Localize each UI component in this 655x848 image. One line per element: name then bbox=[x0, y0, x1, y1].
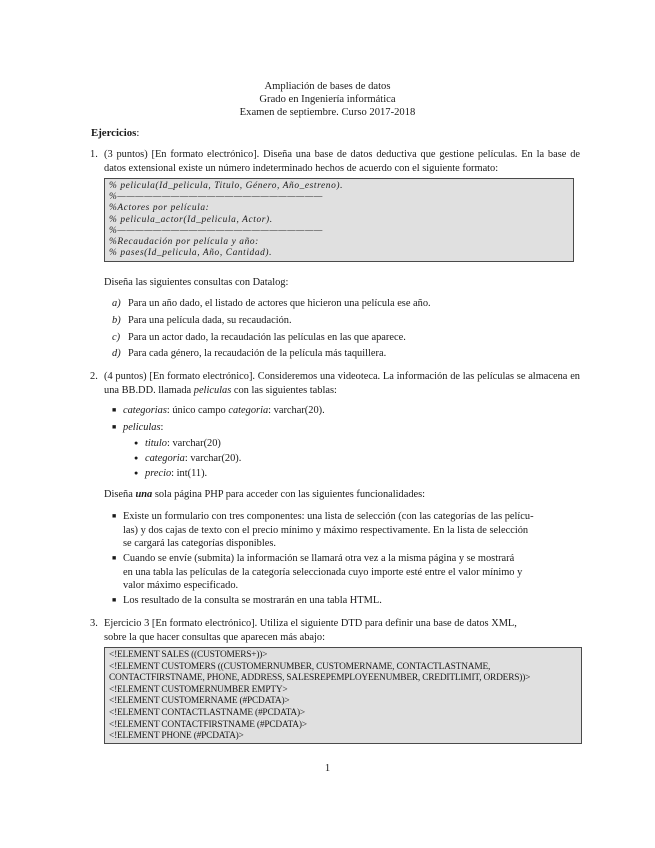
req-line: las) y dos cajas de texto con el precio mínimo y máximo respectivamente. En la lista de selección bbox=[123, 524, 529, 536]
table-categorias bbox=[112, 404, 325, 418]
code-line: %——————————————————————— bbox=[109, 192, 323, 203]
field-type: : varchar(20) bbox=[166, 438, 221, 449]
item-text: Para cada género, la recaudación de la película más taquillera. bbox=[128, 348, 387, 359]
code-line: <!ELEMENT CONTACTFIRSTNAME (#PCDATA)> bbox=[109, 719, 307, 730]
item-label: b) bbox=[112, 315, 121, 326]
code-line: <!ELEMENT CUSTOMERNAME (#PCDATA)> bbox=[109, 696, 290, 707]
field-titulo bbox=[134, 437, 221, 451]
table-colon: : bbox=[160, 422, 164, 433]
exercise-2-text-b: con las siguientes tablas: bbox=[231, 384, 337, 396]
exercise-1-text: (3 puntos) [En formato electrónico]. Diseña una base de datos deductiva que gestione películas. En la base de datos extensional existe un número indeterminado hechos de acuerdo con el siguiente formato: bbox=[104, 149, 580, 174]
req-line: Cuando se envíe (submita) la información se llamará otra vez a la misma página y se mostrará bbox=[123, 553, 515, 564]
exercise-1 bbox=[90, 148, 580, 175]
field-name: categoria bbox=[145, 453, 185, 464]
bullet-icon: ■ bbox=[112, 512, 117, 520]
bullet-icon: ● bbox=[134, 439, 139, 447]
table-name: peliculas bbox=[123, 422, 161, 433]
table-name: categorias bbox=[123, 405, 167, 416]
bullet-icon: ● bbox=[134, 454, 139, 462]
field-type: : int(11). bbox=[171, 468, 208, 479]
exercise-3-line: sobre la que hacer consultas que aparecen más abajo: bbox=[104, 631, 325, 643]
document-header bbox=[0, 80, 655, 119]
code-line: <!ELEMENT SALES ((CUSTOMERS+))> bbox=[109, 650, 268, 660]
database-name: peliculas bbox=[193, 384, 232, 396]
item-text: Para una película dada, su recaudación. bbox=[128, 315, 292, 326]
code-line: %Recaudación por película y año: bbox=[109, 237, 259, 248]
table-peliculas bbox=[112, 421, 163, 435]
field-name: titulo bbox=[145, 438, 167, 449]
code-line: % pelicula_actor(Id_pelicula, Actor). bbox=[109, 214, 273, 225]
php-intro-b: sola página PHP para acceder con las siguientes funcionalidades: bbox=[152, 489, 426, 500]
section-title: Ejercicios bbox=[91, 127, 137, 139]
bullet-icon: ■ bbox=[112, 554, 117, 562]
exercise-3-number: 3. bbox=[90, 618, 98, 629]
exercise-3 bbox=[90, 617, 580, 644]
field-precio bbox=[134, 467, 207, 481]
exercise-2-number: 2. bbox=[90, 371, 98, 382]
exercise-3-text bbox=[104, 617, 580, 644]
item-label: c) bbox=[112, 332, 121, 343]
course-title: Ampliación de bases de datos bbox=[264, 81, 391, 92]
code-line: <!ELEMENT CUSTOMERNUMBER EMPTY> bbox=[109, 684, 288, 695]
bullet-icon: ● bbox=[134, 469, 139, 477]
bullet-icon: ■ bbox=[112, 423, 117, 431]
req-line: en una tabla las películas de la categoría seleccionada cuyo importe esté entre el valor mínimo y bbox=[123, 566, 523, 578]
exercise-1-number: 1. bbox=[90, 149, 98, 160]
bullet-icon: ■ bbox=[112, 596, 117, 604]
field-type: : varchar(20). bbox=[184, 453, 242, 464]
bullet-icon: ■ bbox=[112, 406, 117, 414]
requirement-3 bbox=[112, 594, 382, 608]
code-line: % pelicula(Id_pelicula, Titulo, Género, Año_estreno). bbox=[109, 181, 344, 191]
req-line: Existe un formulario con tres componentes: una lista de selección (con las categorías de las pelícu- bbox=[123, 511, 534, 522]
code-line: %Actores por película: bbox=[109, 203, 210, 214]
exercise-2 bbox=[90, 370, 580, 397]
php-intro-a: Diseña bbox=[104, 489, 136, 500]
req-line: valor máximo especificado. bbox=[123, 580, 239, 591]
datalog-intro: Diseña las siguientes consultas con Datalog: bbox=[104, 277, 289, 288]
section-heading bbox=[91, 127, 139, 139]
item-text: Para un actor dado, la recaudación las películas en las que aparece. bbox=[128, 332, 406, 343]
code-line: <!ELEMENT CONTACTLASTNAME (#PCDATA)> bbox=[109, 707, 305, 718]
query-item-b bbox=[112, 314, 292, 327]
code-line: % pases(Id_pelicula, Año, Cantidad). bbox=[109, 248, 273, 259]
php-intro-emphasis: una bbox=[135, 489, 153, 500]
requirement-1 bbox=[112, 510, 582, 551]
exam-title: Examen de septiembre. Curso 2017-2018 bbox=[239, 107, 416, 118]
code-line: <!ELEMENT PHONE (#PCDATA)> bbox=[109, 731, 244, 742]
php-intro bbox=[104, 488, 580, 502]
code-line: %——————————————————————— bbox=[109, 225, 323, 236]
field-type: : varchar(20). bbox=[268, 405, 325, 416]
exercise-2-text-a: (4 puntos) [En formato electrónico]. Consideremos una videoteca. La información de las películas se almacena en una BB.DD. llamada bbox=[104, 371, 580, 396]
req-line: Los resultado de la consulta se mostrarán en una tabla HTML. bbox=[123, 595, 382, 606]
exercise-3-line: Ejercicio 3 [En formato electrónico]. Utiliza el siguiente DTD para definir una base de datos XML, bbox=[104, 618, 517, 629]
req-line: se cargará las categorías disponibles. bbox=[123, 538, 277, 549]
query-item-d bbox=[112, 347, 386, 360]
section-colon: : bbox=[136, 127, 140, 139]
code-line: <!ELEMENT CUSTOMERS ((CUSTOMERNUMBER, CUSTOMERNAME, CONTACTLASTNAME, bbox=[109, 661, 491, 672]
code-line: CONTACTFIRSTNAME, PHONE, ADDRESS, SALESREPEMPLOYEENUMBER, CREDITLIMIT, ORDERS))> bbox=[109, 673, 531, 684]
exercise-2-text bbox=[104, 370, 580, 397]
requirement-2 bbox=[112, 552, 582, 593]
query-item-c bbox=[112, 331, 406, 344]
item-label: a) bbox=[112, 298, 121, 309]
field-name: categoria bbox=[228, 405, 269, 416]
degree-title: Grado en Ingeniería informática bbox=[259, 94, 396, 105]
item-label: d) bbox=[112, 348, 121, 359]
field-name: precio bbox=[145, 468, 172, 479]
page-number: 1 bbox=[324, 763, 331, 774]
query-item-a bbox=[112, 297, 431, 310]
table-desc: : único campo bbox=[166, 405, 229, 416]
field-categoria bbox=[134, 452, 241, 466]
item-text: Para un año dado, el listado de actores que hicieron una película ese año. bbox=[128, 298, 431, 309]
datalog-code-box bbox=[104, 178, 574, 262]
dtd-code-box bbox=[104, 647, 582, 744]
